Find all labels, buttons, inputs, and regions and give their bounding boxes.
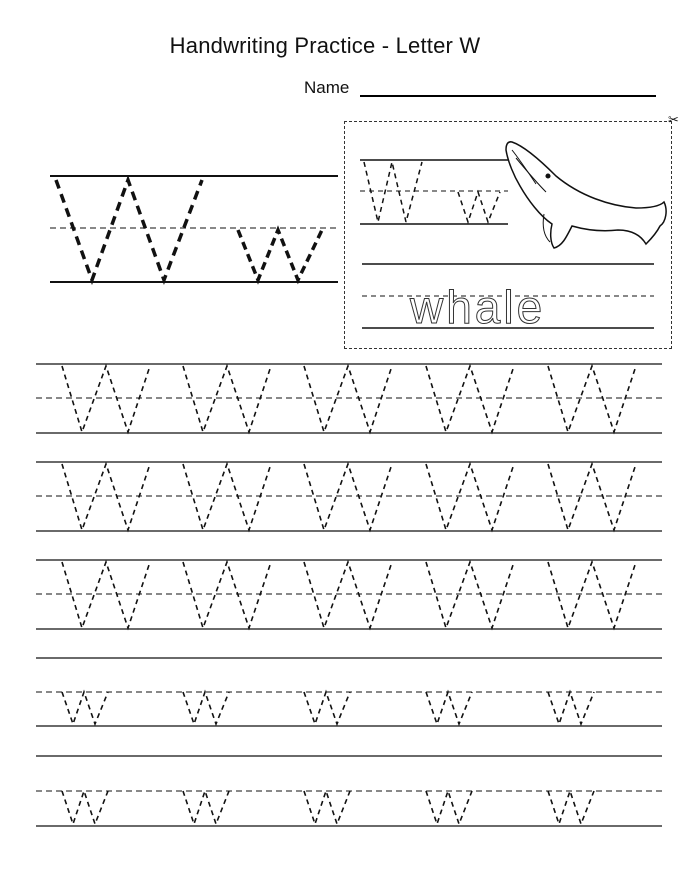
- traced-uppercase-w: [62, 366, 150, 432]
- traced-uppercase-w: [183, 366, 271, 432]
- traced-uppercase-w: [426, 366, 514, 432]
- whale-illustration: [506, 142, 666, 248]
- traced-lowercase-w: [304, 791, 350, 824]
- uppercase-practice-rows: [36, 364, 662, 629]
- lowercase-traced-letters: [62, 692, 594, 824]
- traced-uppercase-w: [304, 464, 392, 530]
- traced-lowercase-w: [304, 692, 350, 724]
- traced-lowercase-w: [548, 791, 594, 824]
- uppercase-traced-letters: [62, 366, 636, 628]
- lowercase-practice-rows: [36, 658, 662, 826]
- card-uppercase-w: [364, 162, 422, 222]
- model-uppercase-w: [56, 180, 202, 280]
- traced-uppercase-w: [304, 562, 392, 628]
- traced-uppercase-w: [548, 464, 636, 530]
- traced-uppercase-w: [304, 366, 392, 432]
- traced-lowercase-w: [62, 692, 108, 724]
- card-lowercase-w: [458, 192, 500, 222]
- traced-uppercase-w: [548, 562, 636, 628]
- traced-uppercase-w: [62, 464, 150, 530]
- traced-lowercase-w: [183, 791, 229, 824]
- scissors-icon: ✂: [668, 112, 679, 127]
- model-lowercase-w: [238, 230, 322, 280]
- traced-lowercase-w: [426, 692, 472, 724]
- name-label: Name: [304, 78, 350, 97]
- traced-uppercase-w: [183, 464, 271, 530]
- traced-lowercase-w: [183, 692, 229, 724]
- traced-uppercase-w: [62, 562, 150, 628]
- traced-uppercase-w: [426, 562, 514, 628]
- example-word: whale: [410, 281, 546, 333]
- traced-uppercase-w: [183, 562, 271, 628]
- traced-uppercase-w: [426, 464, 514, 530]
- traced-lowercase-w: [62, 791, 108, 824]
- traced-lowercase-w: [426, 791, 472, 824]
- traced-lowercase-w: [548, 692, 594, 724]
- traced-uppercase-w: [548, 366, 636, 432]
- page-title: Handwriting Practice - Letter W: [169, 33, 481, 58]
